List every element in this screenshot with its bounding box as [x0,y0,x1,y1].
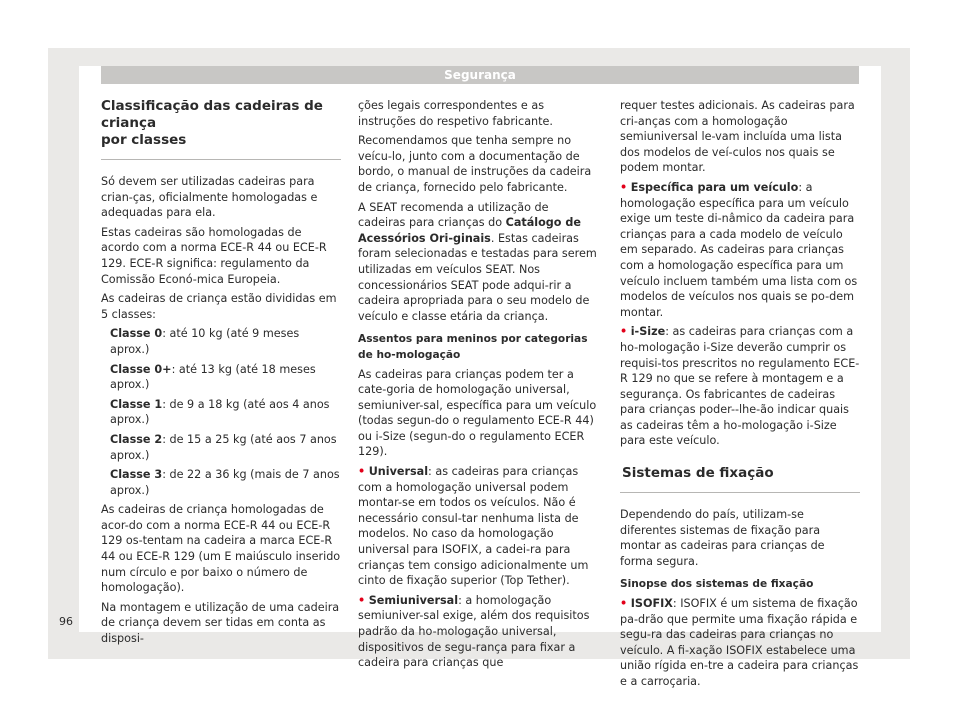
paragraph: As cadeiras de criança homologadas de acor-do com a norma ECE-R 44 ou ECE-R 129 os-tentam na cadeira a marca ECE-R 44 ou ECE-R 129 (um E maiúsculo inserido num círculo e por baixo o número de homologação). [101,503,341,595]
bullet-item [620,324,860,449]
class-text: : até 13 kg (até 18 meses aprox.) [110,362,316,392]
bullet-label: ISOFIX [630,597,673,611]
bullet-item [620,180,860,320]
class-item [101,397,341,428]
class-text: : de 22 a 36 kg (mais de 7 anos aprox.) [110,468,340,497]
section-header: Segurança [101,66,859,84]
bullet-label: Semiuniversal [368,593,459,607]
paragraph: Na montagem e utilização de uma cadeira de criança devem ser tidas em conta as disposi- [101,600,340,646]
bullet-item [358,464,598,589]
bullet-label: Universal [368,465,429,479]
class-item [101,467,341,498]
subheading: Sinopse dos sistemas de fixação [620,578,814,591]
heading-line-2: por classes [101,132,187,148]
section-divider [620,492,860,493]
class-label: Classe 0 [110,327,163,341]
class-item [101,432,341,463]
bullet-label: i-Size [630,325,666,339]
class-label: Classe 2 [110,432,163,446]
paragraph: ções legais correspondentes e as instruções do respetivo fabricante. [358,99,553,128]
bullet-icon: • [620,180,628,194]
bullet-text: : ISOFIX é um sistema de fixação pa-drão que permite uma fixação rápida e segu-ra das cadeiras para crianças no veículo. A fi-xação ISOFIX estabelece uma união rígida en-tre a cadeira para crianças e a carroçaria. [620,597,859,688]
bullet-label: Específica para um veículo [630,180,799,194]
bullet-icon: • [620,597,628,611]
bullet-item [620,596,860,690]
class-label: Classe 0+ [110,362,172,376]
bullet-icon: • [358,465,366,479]
column-2 [358,98,598,675]
paragraph: Só devem ser utilizadas cadeiras para crian-ças, oficialmente homologadas e adequadas para ela. [101,175,318,220]
bullet-text: : as cadeiras para crianças com a homologação universal podem montar-se em todos os veículos. Não é necessário consul-tar nenhuma lista de modelos. No caso da homologação universal para ISOFIX, a cadei-ra para crianças tem consigo adicionalmente um cinto de fixação superior (Top Tether). [358,465,589,588]
paragraph [358,200,598,325]
class-text: : de 9 a 18 kg (até aos 4 anos aprox.) [110,397,330,427]
class-label: Classe 1 [110,397,163,411]
column-3 [620,98,860,694]
bullet-text: : as cadeiras para crianças com a ho-mologação i-Size deverão cumprir os requisi-tos prescritos no regulamento ECE-R 129 no que se refere à montagem e a segurança. Os fabricantes de cadeiras para crianças poder--lhe-ão indicar quais as cadeiras têm a ho-mologação i-Size para este veículo. [620,325,860,448]
bullet-icon: • [620,325,628,339]
class-text: : até 10 kg (até 9 meses aprox.) [110,327,300,356]
paragraph: Recomendamos que tenha sempre no veícu-lo, junto com a documentação de bordo, o manual de instruções da cadeira de criança, fornecido pelo fabricante. [358,134,592,194]
paragraph: As cadeiras para crianças podem ter a cate-goria de homologação universal, semiuniver-sal, específica para um veículo (todas segun-do o regulamento ECE-R 44) ou i-Size (segun-do o regulamento ECER 129). [358,367,597,459]
page-number: 96 [59,615,73,628]
text-run: . Estas cadeiras foram selecionadas e testadas para serem utilizadas em veículos SEAT. Nos concessionários SEAT pode adqui-rir a cadeira apropriada para o seu modelo de veículo e classe etária da criança. [358,231,597,323]
class-label: Classe 3 [110,468,163,482]
paragraph: Estas cadeiras são homologadas de acordo com a norma ECE-R 44 ou ECE-R 129. ECE-R significa: regulamento da Comissão Econó-mica Europeia. [101,225,327,286]
catalog-name: Catálogo de Acessórios Ori-ginais [358,216,581,245]
section-title: Sistemas de fixação [622,465,774,482]
text-run: A SEAT recomenda a utilização de cadeiras para crianças do [358,200,549,230]
class-text: : de 15 a 25 kg (até aos 7 anos aprox.) [110,432,337,462]
bullet-item [358,593,598,671]
heading-child-seat-classes [101,98,341,149]
bullet-icon: • [358,593,366,607]
heading-line-1: Classificação das cadeiras de criança [101,98,323,131]
bullet-text: : a homologação específica para um veículo exige um teste di-nâmico da cadeira para crianças para a cada modelo de veículo em separado. As cadeiras para crianças com a homologação específica para um veículo incluem também uma lista com os modelos de veículos nos quais se po-dem montar. [620,180,858,319]
class-item [101,362,341,393]
paragraph: Dependendo do país, utilizam-se diferentes sistemas de fixação para montar as cadeiras para crianças de forma segura. [620,508,825,568]
paragraph: As cadeiras de criança estão divididas em 5 classes: [101,292,337,321]
paragraph: requer testes adicionais. As cadeiras para cri-anças com a homologação semiuniversal le-vam incluída uma lista dos modelos de veí-culos nos quais se podem montar. [620,99,855,175]
subheading: Assentos para meninos por categorias de ho-mologação [358,333,588,361]
column-1 [101,98,341,651]
bullet-text: : a homologação semiuniver-sal exige, além dos requisitos padrão da ho-mologação universal, dispositivos de segu-rança para fixar a cadeira para crianças que [358,593,590,670]
heading-divider [101,159,341,160]
class-item [101,326,341,357]
